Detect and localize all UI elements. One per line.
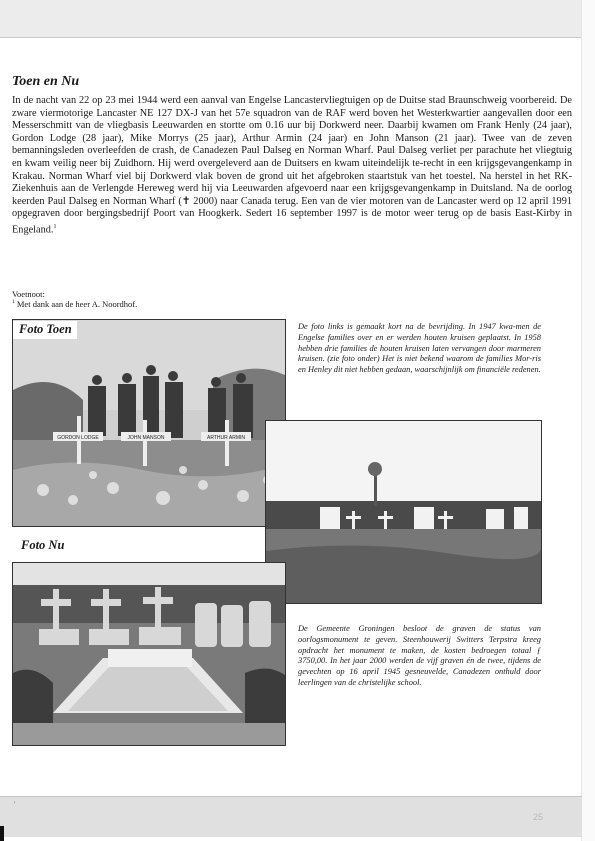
footer-mark: ' [14, 800, 16, 809]
photo-cemetery-image [266, 421, 541, 603]
photo-cemetery-wide [265, 420, 542, 604]
corner-mark [0, 826, 4, 841]
footnote [12, 299, 137, 309]
footnote-ref[interactable]: 1 [53, 223, 57, 230]
footnote-heading: Voetnoot: [12, 289, 45, 299]
photo-then [12, 319, 286, 527]
article-text: In de nacht van 22 op 23 mei 1944 werd een aanval van Engelse Lancastervliegtuigen op de Duitse stad Braunschweig voorbereid. De zware viermotorige Lancaster NE 127 DX-J van het 57e squadron van de RAF werd boven het Westerkwartier aangevallen door een Messerschmitt van de vliegbasis Leeuwarden en stortte om 0.16 uur bij Dorkwerd neer. Daarbij kwamen om Frank Henly (24 jaar), Gordon Lodge (28 jaar), Mike Morrys (25 jaar), Arthur Armin (24 jaar) en John Manson (21 jaar). Twee van de zeven bemanningsleden overleefden de crash, de Canadezen Paul Dalseg en Norman Wharf. Paul Dalseg verliet per parachute het vliegtuig en kwam veilig neer bij Zuidhorn. Hij werd overgeleverd aan de Duitsers en kwam uiteindelijk te-recht in een krijgsgevangenkamp in Krakau. Norman Wharf viel bij Dorkwerd vlak boven de grond uit het afgebroken staartstuk van het toestel. Na herstel in het RK-Ziekenhuis aan de Verlengde Hereweg werd hij via Leeuwarden afgevoerd naar een krijgsgevangenkamp in Duitsland. Na de oorlog keerden Paul Dalseg en Norman Wharf (✝ 2000) naar Canada terug. Een van de vier motoren van de Lancaster werd op 12 april 1991 opgegraven door bergingsbedrijf Poort van Hoogkerk. Sedert 16 september 1997 is de motor weer terug op de basis East-Kirby in Engeland. [12, 95, 572, 236]
page-footer-band [0, 796, 582, 837]
photo-label-then: Foto Toen [13, 321, 77, 339]
cross-name-3: ARTHUR ARMIN [207, 435, 245, 441]
section-title: Toen en Nu [12, 74, 80, 89]
cross-name-1: GORDON LODGE [57, 435, 99, 441]
page-edge [581, 0, 595, 841]
footnote-text: Met dank aan de heer A. Noordhof. [16, 299, 138, 309]
caption-bottom: De Gemeente Groningen besloot de graven de status van oorlogsmonument te geven. Steenhouwerij Switters Terpstra kreeg opdracht het monument te maken, de kosten bedroegen totaal ƒ 3750,00. In het jaar 2000 werden de vijf graven én de twee, tijdens de gevechten op 16 april 1945 gesneuvelde, Canadezen onthuld door leerlingen van de christelijke school. [298, 624, 541, 687]
photo-now-image [13, 563, 285, 745]
article-body [12, 95, 572, 237]
photo-now [12, 562, 286, 746]
photo-then-image [13, 320, 285, 526]
photo-label-now: Foto Nu [21, 538, 65, 552]
cross-name-2: JOHN MANSON [127, 435, 165, 441]
caption-top: De foto links is gemaakt kort na de bevrijding. In 1947 kwa-men de Engelse families over en er werden houten kruisen geplaatst. In 1958 hebben drie families de houten kruisen laten vervangen door marmeren kruisen. (zie foto onder) Het is niet bekend waarom de families Mor-ris en Henley dit niet hebben gedaan, waarschijnlijk om financiële redenen. [298, 322, 541, 375]
page-number: 25 [533, 812, 544, 822]
page-header-band [0, 0, 582, 38]
footnote-marker: 1 [12, 299, 15, 306]
